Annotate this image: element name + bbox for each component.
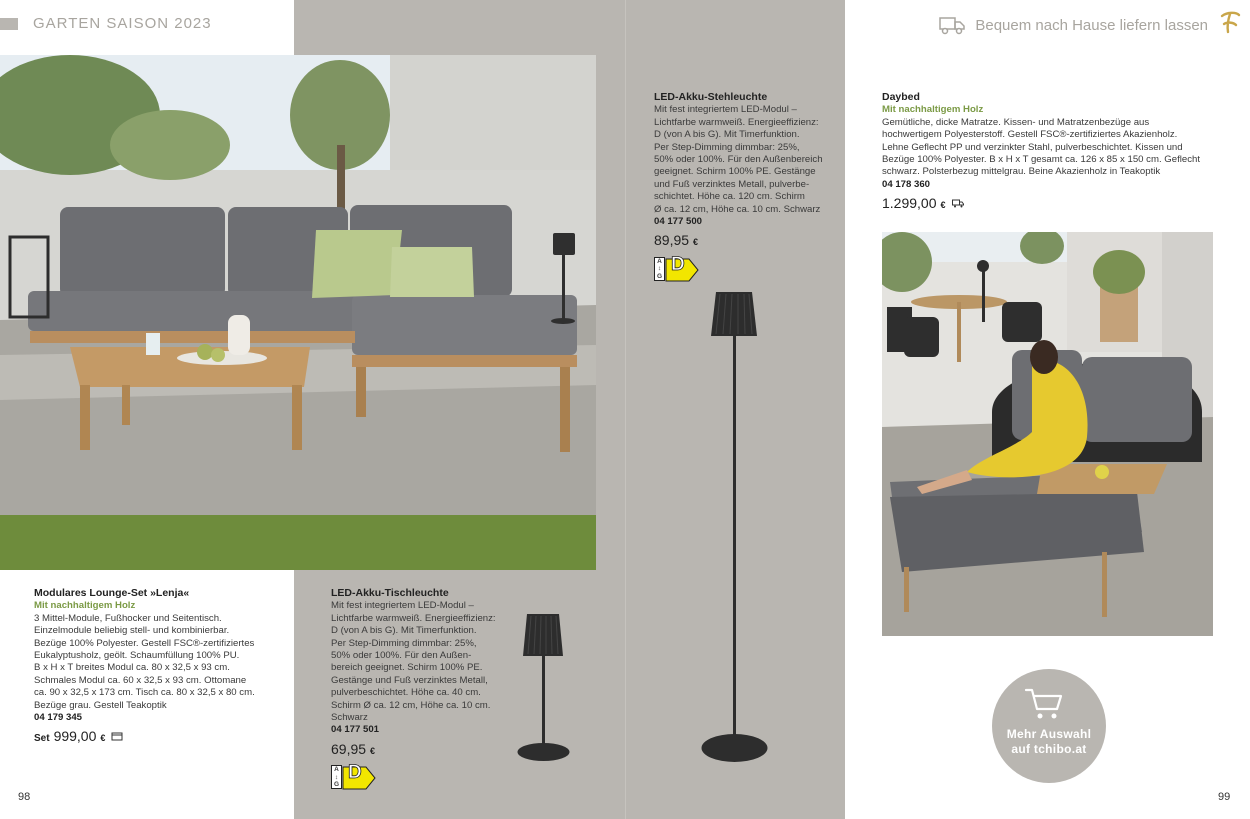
product-table-lamp — [331, 587, 506, 789]
delivery-truck-icon — [939, 15, 965, 35]
desc-line: Per Step-Dimming dimmbar: 25%, — [331, 637, 477, 649]
desc-line: D (von A bis G). Mit Timerfunktion. — [331, 625, 477, 637]
article-number: 04 177 501 — [331, 724, 380, 736]
energy-class-arrow — [342, 762, 376, 788]
desc-line: Schmales Modul ca. 60 x 32,5 x 93 cm. Ottomane — [34, 674, 247, 686]
energy-scale — [331, 765, 342, 789]
energy-scale — [654, 257, 665, 281]
product-lounge-set — [34, 587, 284, 746]
more-selection-link[interactable] — [992, 669, 1106, 783]
tchibo-logo-icon — [1218, 10, 1242, 36]
table-lamp-illustration — [515, 612, 575, 767]
desc-line: hochwertigem Polyesterstoff. Gestell FSC®-zertifiziertes Akazienholz. — [882, 129, 1178, 141]
energy-scale-bottom: G — [656, 272, 663, 280]
product-subtitle: Mit nachhaltigem Holz — [882, 104, 984, 116]
price-row — [654, 234, 834, 248]
floor-lamp-illustration — [700, 290, 775, 768]
desc-line: 50% oder 100%. Für den Außen- — [331, 650, 472, 662]
desc-line: Einzelmodule beliebig stell- und kombinierbar. — [34, 625, 230, 637]
page-number-left: 98 — [18, 791, 31, 803]
desc-line: Lichtfarbe warmweiß. Energieeffizienz: — [331, 612, 496, 624]
desc-line: pulverbeschichtet. Höhe ca. 40 cm. — [331, 687, 481, 699]
product-name: LED-Akku-Tischleuchte — [331, 587, 449, 599]
desc-line: Ø ca. 12 cm, Höhe ca. 10 cm. Schwarz — [654, 203, 821, 215]
daybed-photo — [882, 232, 1213, 636]
currency: € — [370, 745, 376, 756]
lounge-set-photo — [0, 55, 596, 570]
desc-line: ca. 90 x 32,5 x 173 cm. Tisch ca. 80 x 32,5 x 80 cm. — [34, 687, 255, 699]
desc-line: Eukalyptusholz, geölt. Schaumfüllung 100% PU. — [34, 650, 240, 662]
desc-line: Lehne Geflecht PP und verzinkter Stahl, pulverbeschichtet. Kissen und — [882, 141, 1183, 153]
article-number: 04 179 345 — [34, 712, 83, 724]
product-description — [654, 104, 834, 216]
catalog-title: GARTEN SAISON 2023 — [33, 15, 212, 32]
desc-line: bereich geeignet. Schirm 100% PE. — [331, 662, 483, 674]
energy-label — [654, 253, 834, 281]
desc-line: Gestänge und Fuß verzinktes Metall, — [331, 674, 488, 686]
price-row — [882, 197, 1222, 211]
price: 1.299,00 — [882, 195, 937, 212]
price: 999,00 — [53, 728, 97, 745]
price-prefix: Set — [34, 733, 50, 745]
desc-line: B x H x T breites Modul ca. 80 x 32,5 x 93 cm. — [34, 662, 230, 674]
desc-line: D (von A bis G). Mit Timerfunktion. — [654, 129, 800, 141]
desc-line: und Fuß verzinktes Metall, pulverbe- — [654, 178, 810, 190]
product-floor-lamp — [654, 91, 834, 281]
product-description — [882, 117, 1222, 179]
energy-scale-arrow: ↕ — [657, 265, 662, 273]
currency: € — [693, 237, 699, 248]
price-row — [34, 730, 284, 745]
desc-line: 3 Mittel-Module, Fußhocker und Seitentisch. — [34, 612, 222, 624]
panel-divider — [625, 0, 626, 819]
energy-class-letter: D — [348, 762, 362, 784]
product-subtitle: Mit nachhaltigem Holz — [34, 600, 136, 612]
price: 69,95 — [331, 740, 367, 757]
desc-line: Per Step-Dimming dimmbar: 25%, — [654, 141, 800, 153]
energy-scale-bottom: G — [333, 781, 340, 789]
energy-scale-top: A — [334, 766, 339, 774]
desc-line: geeignet. Schirm 100% PE. Gestänge — [654, 166, 816, 178]
desc-line: Mit fest integriertem LED-Modul – — [654, 104, 797, 116]
desc-line: Bezüge 100% Polyester. B x H x T gesamt ca. 126 x 85 x 150 cm. Geflecht — [882, 154, 1201, 166]
desc-line: Schirm Ø ca. 12 cm, Höhe ca. 10 cm. — [331, 699, 491, 711]
delivery-notice — [939, 15, 1208, 35]
price-row — [331, 740, 506, 757]
desc-line: Lichtfarbe warmweiß. Energieeffizienz: — [654, 116, 819, 128]
more-selection-line2: auf tchibo.at — [1011, 742, 1087, 756]
product-daybed — [882, 91, 1222, 212]
desc-line: Bezüge grau. Gestell Teakoptik — [34, 699, 167, 711]
desc-line: Mit fest integriertem LED-Modul – — [331, 600, 474, 612]
energy-class-arrow — [665, 253, 699, 280]
desc-line: schwarz. Polsterbezug mittelgrau. Beine Akazienholz in Teakoptik — [882, 166, 1161, 178]
shopping-cart-icon — [1024, 687, 1064, 721]
more-selection-line1: Mehr Auswahl — [1006, 727, 1092, 741]
currency: € — [940, 200, 946, 211]
energy-scale-top: A — [657, 257, 662, 265]
product-name: Daybed — [882, 91, 920, 103]
product-description — [34, 613, 284, 712]
article-number: 04 177 500 — [654, 216, 703, 228]
page-number-right: 99 — [1218, 791, 1231, 803]
price: 89,95 — [654, 232, 690, 249]
delivery-text: Bequem nach Hause liefern lassen — [975, 16, 1208, 34]
product-name: Modulares Lounge-Set »Lenja« — [34, 587, 190, 599]
delivery-truck-icon — [952, 199, 964, 208]
desc-line: 50% oder 100%. Für den Außenbereich — [654, 154, 823, 166]
desc-line: Schwarz — [331, 712, 368, 724]
desc-line: Gemütliche, dicke Matratze. Kissen- und Matratzenbezüge aus — [882, 116, 1150, 128]
package-icon — [111, 732, 123, 741]
product-name: LED-Akku-Stehleuchte — [654, 91, 768, 103]
desc-line: schichtet. Höhe ca. 120 cm. Schirm — [654, 191, 805, 203]
energy-class-letter: D — [671, 253, 685, 275]
product-description — [331, 600, 506, 724]
currency: € — [100, 733, 106, 744]
desc-line: Bezüge 100% Polyester. Gestell FSC®-zertifiziertes — [34, 637, 255, 649]
energy-scale-arrow: ↕ — [334, 773, 339, 781]
energy-label — [331, 762, 506, 789]
header-accent-bar — [0, 18, 18, 30]
article-number: 04 178 360 — [882, 178, 931, 190]
